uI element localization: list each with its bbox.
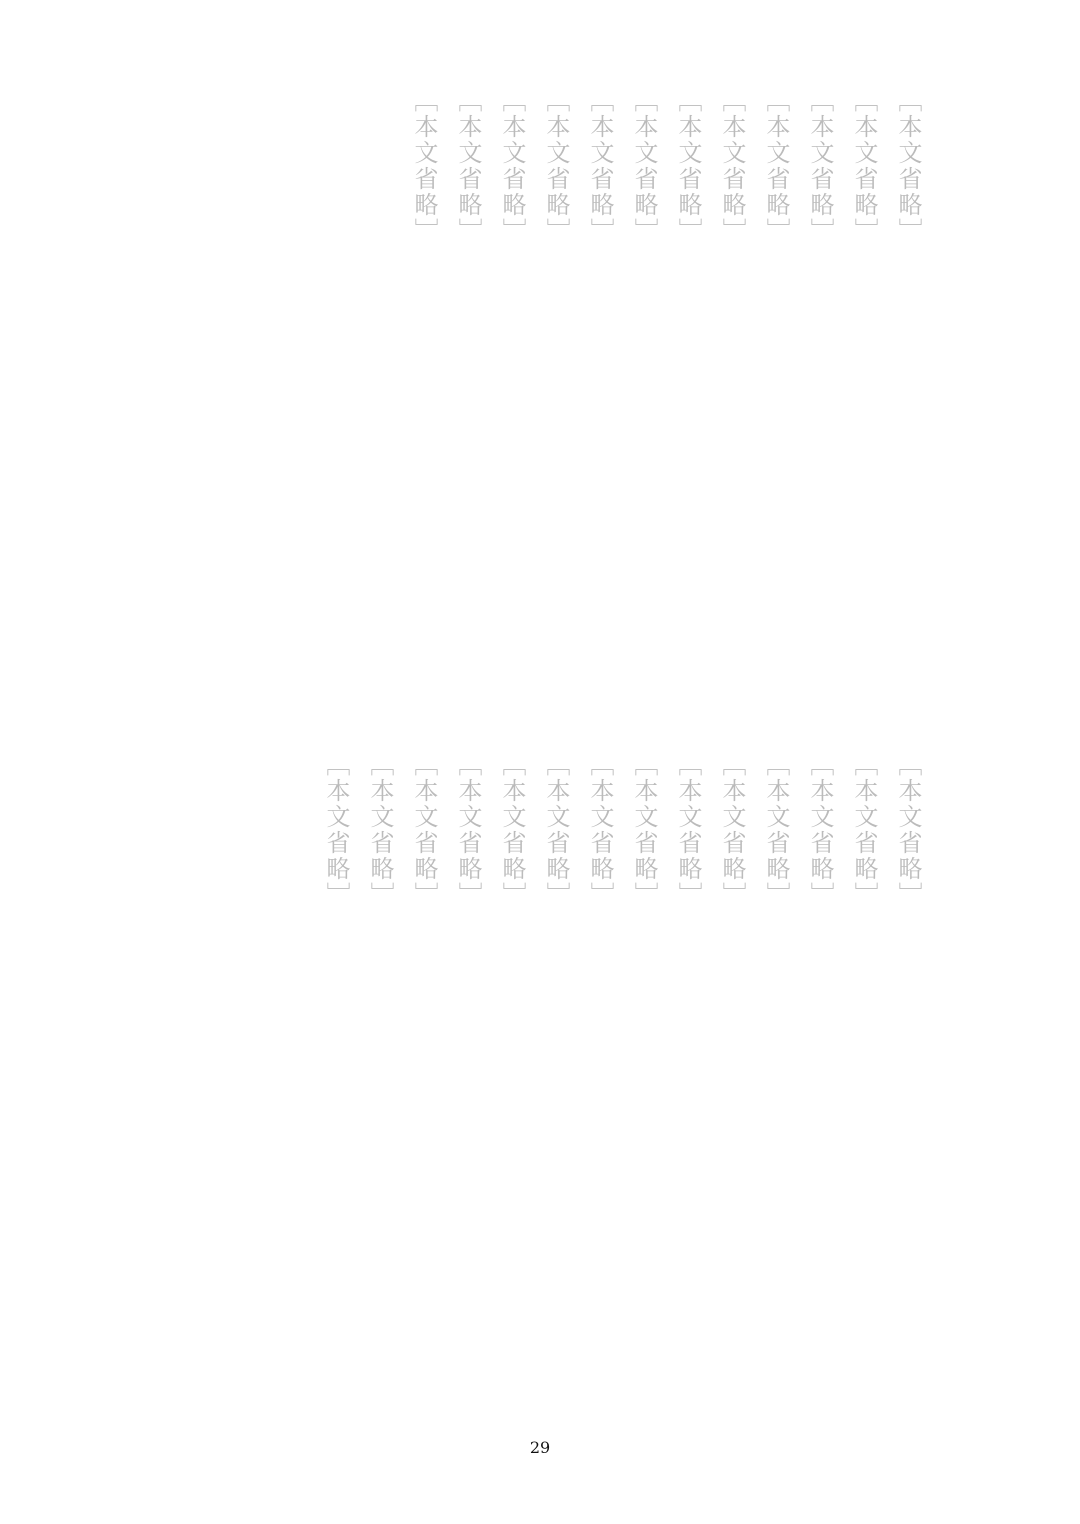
text-line: ［本文省略］ [718,752,746,908]
text-line: ［本文省略］ [806,88,834,244]
text-line: ［本文省略］ [366,752,394,908]
text-line: ［本文省略］ [630,88,658,244]
text-line: ［本文省略］ [498,752,526,908]
text-line: ［本文省略］ [674,752,702,908]
text-line: ［本文省略］ [806,752,834,908]
text-block-bottom [140,752,930,1392]
text-line: ［本文省略］ [322,752,350,908]
text-line: ［本文省略］ [586,752,614,908]
text-line: ［本文省略］ [498,88,526,244]
text-line: ［本文省略］ [454,88,482,244]
text-line: ［本文省略］ [630,752,658,908]
text-line: ［本文省略］ [410,752,438,908]
text-line: ［本文省略］ [762,752,790,908]
page-number: 29 [529,1438,551,1457]
text-line: ［本文省略］ [674,88,702,244]
text-line: ［本文省略］ [894,752,922,908]
text-line: ［本文省略］ [850,752,878,908]
text-line: ［本文省略］ [586,88,614,244]
text-block-top [140,88,930,728]
text-line: ［本文省略］ [894,88,922,244]
text-line: ［本文省略］ [542,88,570,244]
text-line: ［本文省略］ [542,752,570,908]
text-line: ［本文省略］ [718,88,746,244]
text-line: ［本文省略］ [454,752,482,908]
text-line: ［本文省略］ [762,88,790,244]
text-line: ［本文省略］ [410,88,438,244]
text-line: ［本文省略］ [850,88,878,244]
